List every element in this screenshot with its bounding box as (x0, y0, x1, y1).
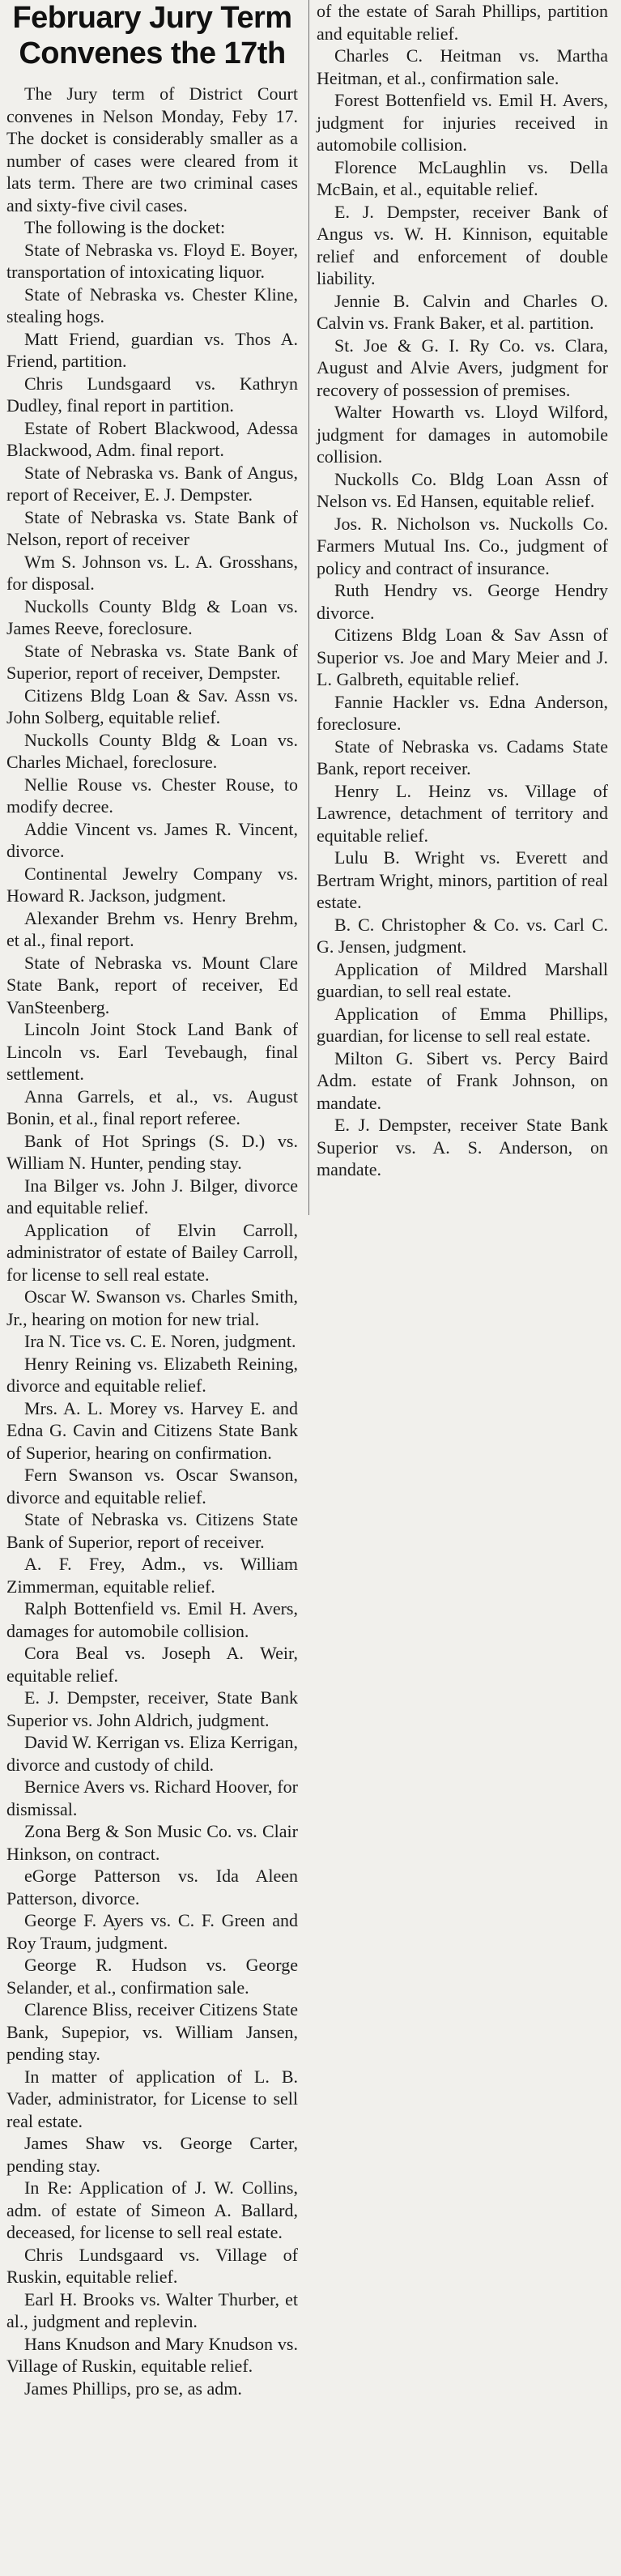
docket-entry: State of Nebraska vs. State Bank of Nelson, report of receiver (6, 506, 298, 549)
docket-list-right-items (317, 45, 608, 1181)
docket-entry: B. C. Christopher & Co. vs. Carl C. G. Jensen, judgment. (317, 914, 608, 957)
docket-entry: James Phillips, pro se, as adm. (24, 2378, 242, 2399)
docket-entry: Estate of Robert Blackwood, Adessa Blackwood, Adm. final report. (6, 417, 298, 460)
docket-entry: Oscar W. Swanson vs. Charles Smith, Jr., hearing on motion for new trial. (6, 1286, 298, 1329)
docket-entry: Mrs. A. L. Morey vs. Harvey E. and Edna G. Cavin and Citizens State Bank of Superior, hearing on confirmation. (6, 1397, 298, 1463)
docket-entry: Henry Reining vs. Elizabeth Reining, divorce and equitable relief. (6, 1353, 298, 1396)
docket-entry: Application of Emma Phillips, guardian, for license to sell real estate. (317, 1003, 608, 1046)
docket-entry: Addie Vincent vs. James R. Vincent, divorce. (6, 818, 298, 861)
headline (6, 0, 298, 71)
docket-entry: Anna Garrels, et al., vs. August Bonin, et al., final report referee. (6, 1085, 298, 1128)
docket-entry: Walter Howarth vs. Lloyd Wilford, judgment for damages in automobile collision. (317, 402, 608, 467)
docket-list-left (6, 239, 298, 2400)
docket-entry: Jennie B. Calvin and Charles O. Calvin vs. Frank Baker, et al. partition. (317, 290, 608, 333)
docket-entry: Forest Bottenfield vs. Emil H. Avers, judgment for injuries received in automobile collision. (317, 90, 608, 155)
docket-entry: Ralph Bottenfield vs. Emil H. Avers, damages for automobile collision. (6, 1598, 298, 1641)
docket-entry-continuation: of the estate of Sarah Phillips, partition and equitable relief. (317, 1, 608, 44)
docket-entry: St. Joe & G. I. Ry Co. vs. Clara, August and Alvie Avers, judgment for recovery of possession of premises. (317, 335, 608, 400)
docket-entry: eGorge Patterson vs. Ida Aleen Patterson, divorce. (6, 1866, 298, 1909)
docket-entry: Henry L. Heinz vs. Village of Lawrence, detachment of territory and equitable relief. (317, 780, 608, 846)
docket-entry: Florence McLaughlin vs. Della McBain, et al., equitable relief. (317, 156, 608, 199)
docket-entry: A. F. Frey, Adm., vs. William Zimmerman, equitable relief. (6, 1554, 298, 1597)
docket-entry: State of Nebraska vs. Cadams State Bank, report receiver. (317, 736, 608, 778)
docket-entry: Nuckolls Co. Bldg Loan Assn of Nelson vs. Ed Hansen, equitable relief. (317, 468, 608, 511)
docket-entry: David W. Kerrigan vs. Eliza Kerrigan, divorce and custody of child. (6, 1732, 298, 1775)
docket-entry: Citizens Bldg Loan & Sav. Assn vs. John Solberg, equitable relief. (6, 685, 298, 727)
docket-entry: E. J. Dempster, receiver Bank of Angus vs. W. H. Kinnison, equitable relief and enforcement of double liability. (317, 201, 608, 288)
docket-entry: Fannie Hackler vs. Edna Anderson, foreclosure. (317, 691, 608, 734)
left-column (6, 0, 298, 2576)
docket-entry: Chris Lundsgaard vs. Kathryn Dudley, final report in partition. (6, 373, 298, 416)
column-rule (308, 0, 309, 1215)
docket-entry: Earl H. Brooks vs. Walter Thurber, et al., judgment and replevin. (6, 2288, 298, 2331)
docket-entry: George R. Hudson vs. George Selander, et al., confirmation sale. (6, 1955, 298, 1998)
docket-list-right (317, 0, 608, 1181)
right-column (317, 0, 608, 1215)
docket-entry: Bank of Hot Springs (S. D.) vs. William N. Hunter, pending stay. (6, 1130, 298, 1173)
docket-entry: State of Nebraska vs. Mount Clare State Bank, report of receiver, Ed VanSteenberg. (6, 952, 298, 1017)
docket-entry: Chris Lundsgaard vs. Village of Ruskin, equitable relief. (6, 2244, 298, 2287)
intro-paragraph: The Jury term of District Court convenes in Nelson Monday, Feby 17. The docket is considerably smaller as a number of cases were cleared from it lats term. There are two criminal cases and sixty-five civil cases. (6, 83, 298, 215)
docket-entry: Lulu B. Wright vs. Everett and Bertram Wright, minors, partition of real estate. (317, 847, 608, 912)
docket-entry: Bernice Avers vs. Richard Hoover, for dismissal. (6, 1776, 298, 1819)
docket-entry: In matter of application of L. B. Vader, administrator, for License to sell real estate. (6, 2066, 298, 2131)
docket-entry: State of Nebraska vs. State Bank of Superior, report of receiver, Dempster. (6, 640, 298, 683)
docket-entry: Nellie Rouse vs. Chester Rouse, to modify decree. (6, 774, 298, 817)
docket-entry: Clarence Bliss, receiver Citizens State Bank, Supepior, vs. William Jansen, pending stay. (6, 1999, 298, 2064)
docket-entry: Charles C. Heitman vs. Martha Heitman, et al., confirmation sale. (317, 45, 608, 88)
docket-entry: Nuckolls County Bldg & Loan vs. James Reeve, foreclosure. (6, 595, 298, 638)
docket-entry: Matt Friend, guardian vs. Thos A. Friend, partition. (6, 328, 298, 371)
docket-entry: Wm S. Johnson vs. L. A. Grosshans, for disposal. (6, 551, 298, 594)
docket-lead: The following is the docket: (24, 217, 226, 237)
docket-entry: Fern Swanson vs. Oscar Swanson, divorce and equitable relief. (6, 1465, 298, 1508)
docket-entry: E. J. Dempster, receiver State Bank Superior vs. A. S. Anderson, on mandate. (317, 1115, 608, 1179)
docket-entry: State of Nebraska vs. Chester Kline, stealing hogs. (6, 284, 298, 326)
docket-entry: Milton G. Sibert vs. Percy Baird Adm. estate of Frank Johnson, on mandate. (317, 1047, 608, 1113)
docket-entry: Zona Berg & Son Music Co. vs. Clair Hinkson, on contract. (6, 1821, 298, 1864)
docket-entry: Continental Jewelry Company vs. Howard R. Jackson, judgment. (6, 863, 298, 906)
docket-entry: Cora Beal vs. Joseph A. Weir, equitable relief. (6, 1643, 298, 1686)
docket-entry: Nuckolls County Bldg & Loan vs. Charles Michael, foreclosure. (6, 729, 298, 772)
docket-entry: Ira N. Tice vs. C. E. Noren, judgment. (24, 1331, 296, 1351)
docket-entry: Application of Mildred Marshall guardian, to sell real estate. (317, 958, 608, 1001)
docket-entry: Alexander Brehm vs. Henry Brehm, et al., final report. (6, 907, 298, 950)
docket-entry: Application of Elvin Carroll, administrator of estate of Bailey Carroll, for license to sell real estate. (6, 1219, 298, 1285)
docket-entry: State of Nebraska vs. Floyd E. Boyer, transportation of intoxicating liquor. (6, 239, 298, 282)
docket-entry: State of Nebraska vs. Bank of Angus, report of Receiver, E. J. Dempster. (6, 462, 298, 505)
docket-entry: James Shaw vs. George Carter, pending stay. (6, 2133, 298, 2176)
docket-entry: State of Nebraska vs. Citizens State Bank of Superior, report of receiver. (6, 1509, 298, 1552)
docket-entry: Citizens Bldg Loan & Sav Assn of Superior vs. Joe and Mary Meier and J. L. Galbreth, equitable relief. (317, 625, 608, 689)
headline-line-1: February Jury Term (12, 1, 292, 35)
headline-line-2: Convenes the 17th (19, 36, 286, 70)
docket-entry: In Re: Application of J. W. Collins, adm. of estate of Simeon A. Ballard, deceased, for license to sell real estate. (6, 2177, 298, 2242)
docket-entry: Ruth Hendry vs. George Hendry divorce. (317, 580, 608, 623)
docket-entry: Hans Knudson and Mary Knudson vs. Village of Ruskin, equitable relief. (6, 2333, 298, 2376)
docket-entry: Jos. R. Nicholson vs. Nuckolls Co. Farmers Mutual Ins. Co., judgment of policy and contract of insurance. (317, 513, 608, 578)
docket-entry: E. J. Dempster, receiver, State Bank Superior vs. John Aldrich, judgment. (6, 1687, 298, 1730)
docket-entry: George F. Ayers vs. C. F. Green and Roy Traum, judgment. (6, 1910, 298, 1953)
docket-entry: Ina Bilger vs. John J. Bilger, divorce and equitable relief. (6, 1175, 298, 1218)
docket-entry: Lincoln Joint Stock Land Bank of Lincoln vs. Earl Tevebaugh, final settlement. (6, 1019, 298, 1084)
